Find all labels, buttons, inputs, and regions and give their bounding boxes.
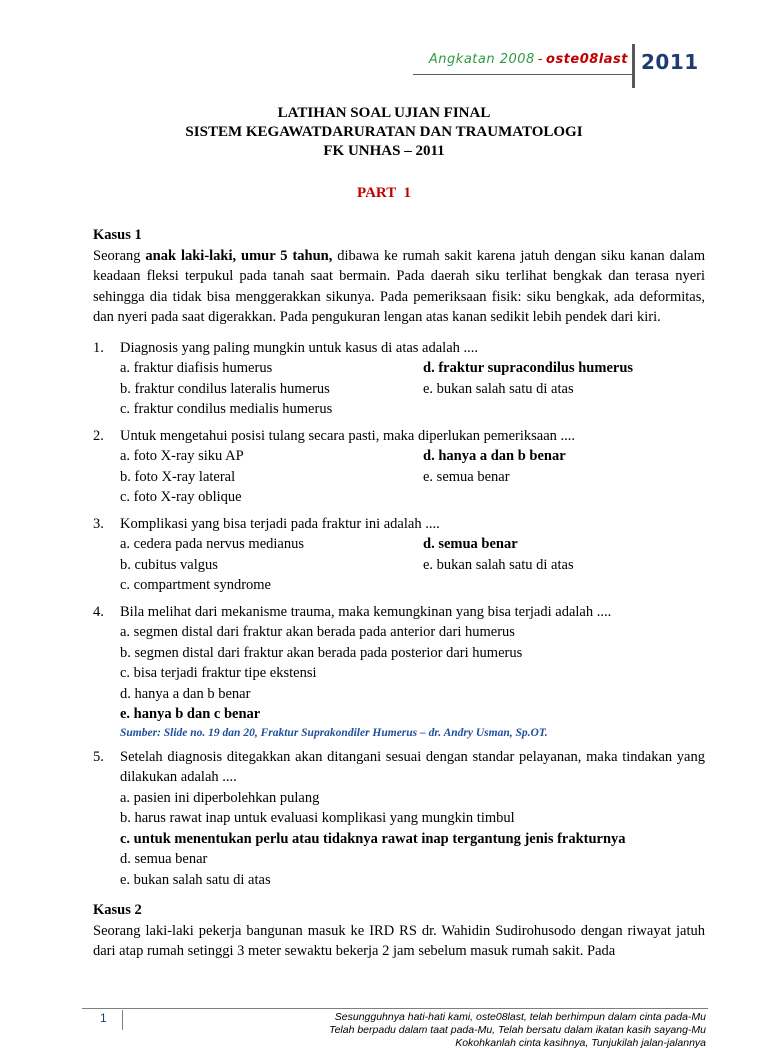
- header-divider: [632, 44, 635, 88]
- option-d: d. hanya a dan b benar: [120, 685, 251, 702]
- option-a: a. foto X-ray siku AP: [120, 448, 244, 464]
- option-d: d. hanya a dan b benar: [423, 448, 566, 464]
- footer-quote: [329, 1011, 706, 1050]
- title-line-3: FK UNHAS – 2011: [323, 143, 445, 159]
- option-b: b. harus rawat inap untuk evaluasi komplikasi yang mungkin timbul: [120, 810, 515, 826]
- footer-quote-line-2: Telah berpadu dalam taat pada-Mu, Telah bersatu dalam ikatan kasih sayang-Mu: [329, 1024, 706, 1036]
- option-c: c. compartment syndrome: [120, 577, 271, 593]
- header-batch-label: Angkatan 2008: [428, 52, 535, 67]
- title-line-2: SISTEM KEGAWATDARURATAN DAN TRAUMATOLOGI: [185, 124, 583, 140]
- header-separator: -: [537, 52, 544, 67]
- case-1-description: [93, 246, 705, 328]
- question-text: Setelah diagnosis ditegakkan akan ditangani sesuai dengan standar pelayanan, maka tindakan yang dilakukan adalah ....: [120, 748, 705, 785]
- option-a: a. pasien ini diperbolehkan pulang: [120, 789, 320, 806]
- question-number: 3.: [93, 515, 104, 532]
- case-1-intro-post: dibawa ke rumah sakit karena jatuh dengan siku kanan dalam keadaan fleksi terpukul pada tanah saat bermain. Pada daerah siku terlihat bengkak dan terasa nyeri sehingga dia tidak bisa menggerakkan sikunya. Pada pemeriksaan fisik: siku bengkak, ada deformitas, dan nyeri pada saat digerakkan. Pada pengukuran lengan atas kanan sedikit lebih pendek dari kiri.: [93, 247, 706, 325]
- option-d: d. semua benar: [423, 536, 518, 552]
- option-a: a. cedera pada nervus medianus: [120, 536, 304, 552]
- question-number: 1.: [93, 339, 104, 356]
- question-2: [93, 426, 705, 508]
- question-number: 5.: [93, 748, 104, 765]
- source-note: Sumber: Slide no. 19 dan 20, Fraktur Suprakondiler Humerus – dr. Andry Usman, Sp.OT.: [120, 726, 548, 739]
- option-c: c. bisa terjadi fraktur tipe ekstensi: [120, 665, 317, 681]
- option-b: b. foto X-ray lateral: [120, 468, 236, 485]
- case-1-intro-pre: Seorang: [93, 247, 146, 264]
- header-rule: [413, 74, 635, 75]
- case-1-intro-bold: anak laki-laki, umur 5 tahun,: [145, 247, 333, 264]
- option-a: a. fraktur diafisis humerus: [120, 360, 273, 376]
- question-number: 4.: [93, 603, 104, 620]
- question-number: 2.: [93, 427, 104, 444]
- option-c: c. foto X-ray oblique: [120, 489, 242, 505]
- footer-rule: [82, 1008, 708, 1009]
- case-1-title: Kasus 1: [93, 227, 142, 243]
- case-2-title: Kasus 2: [93, 902, 142, 918]
- option-b: b. segmen distal dari fraktur akan berada pada posterior dari humerus: [120, 644, 523, 661]
- document-title: [0, 104, 768, 161]
- option-e: e. bukan salah satu di atas: [423, 556, 574, 573]
- question-text: Komplikasi yang bisa terjadi pada fraktur ini adalah ....: [120, 515, 440, 532]
- page-number: 1: [100, 1011, 107, 1025]
- header-batch: [429, 52, 628, 67]
- option-a: a. segmen distal dari fraktur akan berada pada anterior dari humerus: [120, 624, 515, 640]
- question-text: Diagnosis yang paling mungkin untuk kasus di atas adalah ....: [120, 339, 479, 356]
- options: [120, 446, 705, 508]
- question-3: [93, 514, 705, 596]
- header-year: 2011: [641, 50, 699, 74]
- option-b: b. cubitus valgus: [120, 556, 218, 573]
- option-e: e. semua benar: [423, 468, 510, 485]
- footer-quote-line-1: Sesungguhnya hati-hati kami, oste08last, telah berhimpun dalam cinta pada-Mu: [334, 1011, 706, 1023]
- question-1: [93, 338, 705, 420]
- option-e: e. bukan salah satu di atas: [120, 871, 271, 888]
- header-nickname: oste08last: [546, 52, 628, 67]
- document-body: [93, 225, 705, 962]
- option-c: c. fraktur condilus medialis humerus: [120, 401, 333, 417]
- option-d: d. fraktur supracondilus humerus: [423, 360, 634, 376]
- title-line-1: LATIHAN SOAL UJIAN FINAL: [277, 105, 491, 121]
- option-b: b. fraktur condilus lateralis humerus: [120, 380, 330, 397]
- option-e: e. bukan salah satu di atas: [423, 380, 574, 397]
- footer-divider: [122, 1010, 123, 1030]
- options: [120, 358, 705, 420]
- option-c: c. untuk menentukan perlu atau tidaknya rawat inap tergantung jenis frakturnya: [120, 830, 626, 847]
- option-d: d. semua benar: [120, 851, 208, 867]
- question-5: [93, 747, 705, 891]
- footer-quote-line-3: Kokohkanlah cinta kasihnya, Tunjukilah jalan-jalannya: [455, 1037, 706, 1049]
- part-heading: PART 1: [357, 185, 411, 201]
- question-text: Untuk mengetahui posisi tulang secara pasti, maka diperlukan pemeriksaan ....: [120, 427, 576, 444]
- options: [120, 534, 705, 596]
- case-2-description: Seorang laki-laki pekerja bangunan masuk ke IRD RS dr. Wahidin Sudirohusodo dengan riwayat jatuh dari atap rumah setinggi 3 meter sewaktu bekerja 2 jam sebelum masuk rumah sakit. Pada: [93, 922, 705, 959]
- question-4: [93, 602, 705, 741]
- question-text: Bila melihat dari mekanisme trauma, maka kemungkinan yang bisa terjadi adalah ....: [120, 603, 612, 620]
- option-e: e. hanya b dan c benar: [120, 706, 261, 722]
